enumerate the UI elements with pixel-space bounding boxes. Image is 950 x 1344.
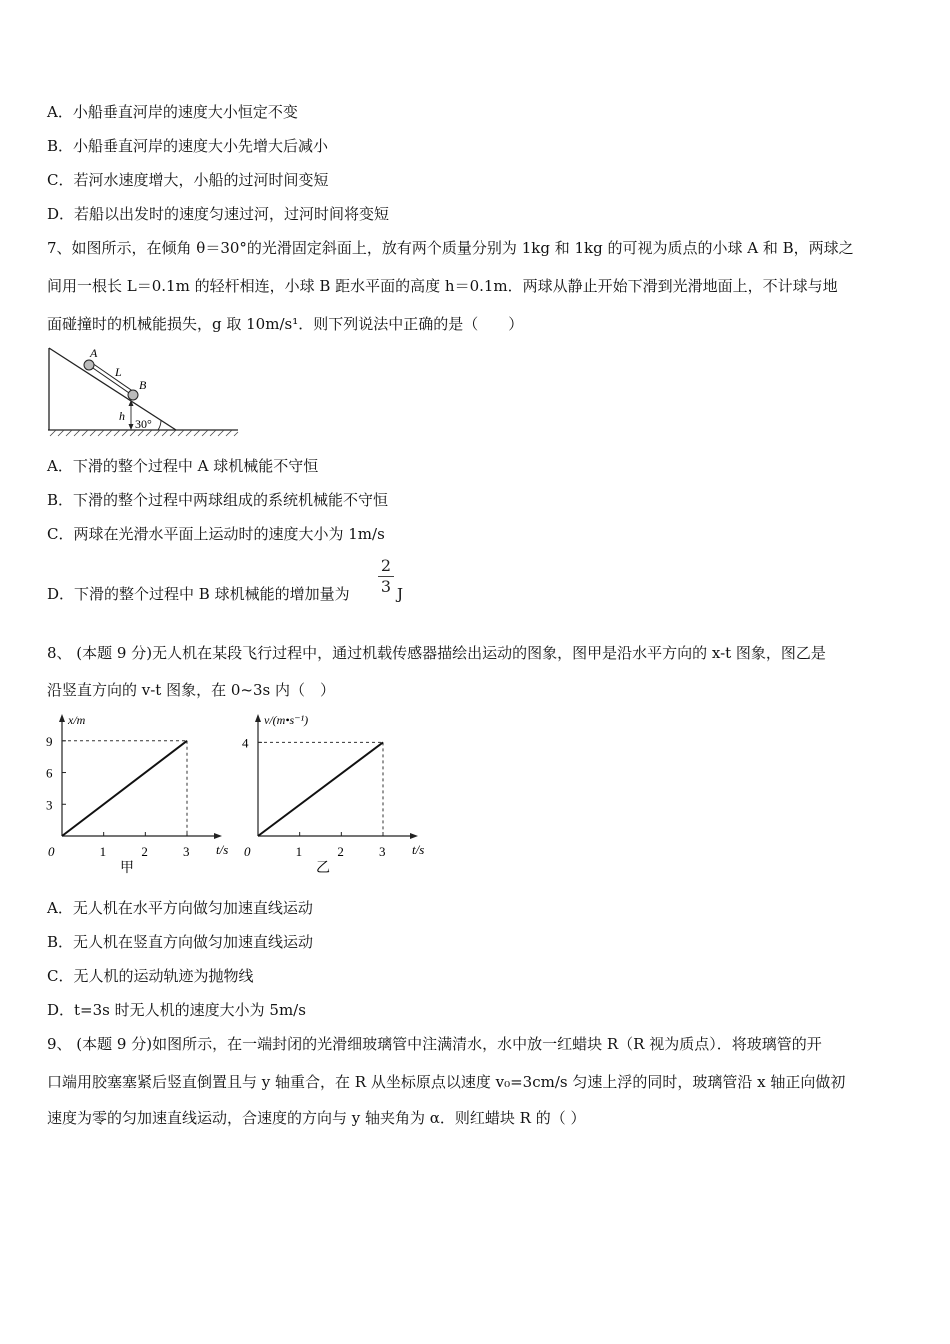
x-axis-label: t/s [216,842,229,857]
fraction-numerator: 2 [380,556,392,575]
chart-caption: 甲 [120,861,134,876]
q7-option-b: B．下滑的整个过程中两球组成的系统机械能不守恒 [47,491,389,509]
q8-stem-line2: 沿竖直方向的 v-t 图象，在 0~3s 内（ ） [47,681,335,699]
y-tick-label: 6 [46,765,53,781]
fraction-denominator: 3 [380,577,392,596]
x-axis-arrow [410,833,418,839]
y-tick-label: 4 [242,735,249,751]
q7-stem-line3: 面碰撞时的机械能损失，g 取 10m/s¹．则下列说法中正确的是（ ） [47,315,524,333]
y-axis-arrow [59,714,65,722]
q6-option-b: B．小船垂直河岸的速度大小先增大后减小 [47,137,329,155]
x-tick-label: 2 [141,844,148,859]
ball-a [84,360,94,370]
x-tick-label: 1 [295,844,303,859]
x-tick-label: 0 [244,844,251,859]
q6-option-d: D．若船以出发时的速度匀速过河，过河时间将变短 [47,205,390,223]
y-tick-label: 9 [46,733,53,749]
q9-stem-line3: 速度为零的匀加速直线运动，合速度的方向与 y 轴夹角为 α．则红蜡块 R 的（ ） [47,1109,586,1127]
q6-option-a: A．小船垂直河岸的速度大小恒定不变 [47,103,298,121]
x-tick-label: 3 [183,844,190,859]
label-b: B [139,378,147,392]
series-line [62,741,187,836]
q8-option-a: A．无人机在水平方向做匀加速直线运动 [47,899,313,917]
x-tick-label: 3 [379,844,386,859]
q7-stem-line1: 7、如图所示，在倾角 θ＝30°的光滑固定斜面上，放有两个质量分别为 1kg 和 1kg 的可视为质点的小球 A 和 B，两球之 [47,239,854,257]
x-tick-label: 2 [337,844,344,859]
incline-figure [40,340,245,440]
q8-option-d: D．t=3s 时无人机的速度大小为 5m/s [47,1001,306,1019]
q9-stem-line2: 口端用胶塞塞紧后竖直倒置且与 y 轴重合，在 R 从坐标原点以速度 v₀=3cm/s 匀速上浮的同时，玻璃管沿 x 轴正向做初 [47,1073,846,1091]
chart-jia [40,712,230,880]
fraction-two-thirds [378,557,394,596]
x-tick-label: 0 [48,844,55,859]
y-axis-label: x/m [68,713,86,727]
x-axis-label: t/s [412,842,425,857]
q7-option-a: A．下滑的整个过程中 A 球机械能不守恒 [47,457,319,475]
q7-option-d: D．下滑的整个过程中 B 球机械能的增加量为 [47,585,350,603]
x-tick-label: 1 [99,844,107,859]
q7-option-d-unit: J [397,585,404,603]
x-axis-arrow [214,833,222,839]
ball-b [128,390,138,400]
q8-option-c: C．无人机的运动轨迹为抛物线 [47,967,254,985]
label-h: h [119,409,125,423]
q8-stem-line1: 8、 (本题 9 分)无人机在某段飞行过程中，通过机载传感器描绘出运动的图象，图甲是沿水平方向的 x-t 图象，图乙是 [47,644,826,662]
q7-stem-line2: 间用一根长 L＝0.1m 的轻杆相连，小球 B 距水平面的高度 h＝0.1m．两球从静止开始下滑到光滑地面上，不计球与地 [47,277,838,295]
series-line [258,742,383,836]
angle-label: 30° [135,417,152,431]
q8-option-b: B．无人机在竖直方向做匀加速直线运动 [47,933,314,951]
chart-yi [236,712,426,880]
q7-option-c: C．两球在光滑水平面上运动时的速度大小为 1m/s [47,525,385,543]
y-tick-label: 3 [46,797,53,813]
chart-caption: 乙 [316,861,330,876]
y-axis-arrow [255,714,261,722]
q9-stem-line1: 9、 (本题 9 分)如图所示，在一端封闭的光滑细玻璃管中注满清水，水中放一红蜡块 R（R 视为质点）．将玻璃管的开 [47,1035,822,1053]
q6-option-c: C．若河水速度增大，小船的过河时间变短 [47,171,329,189]
label-a: A [90,346,98,360]
y-axis-label: v/(m•s⁻¹) [264,713,309,727]
label-l: L [115,365,122,379]
